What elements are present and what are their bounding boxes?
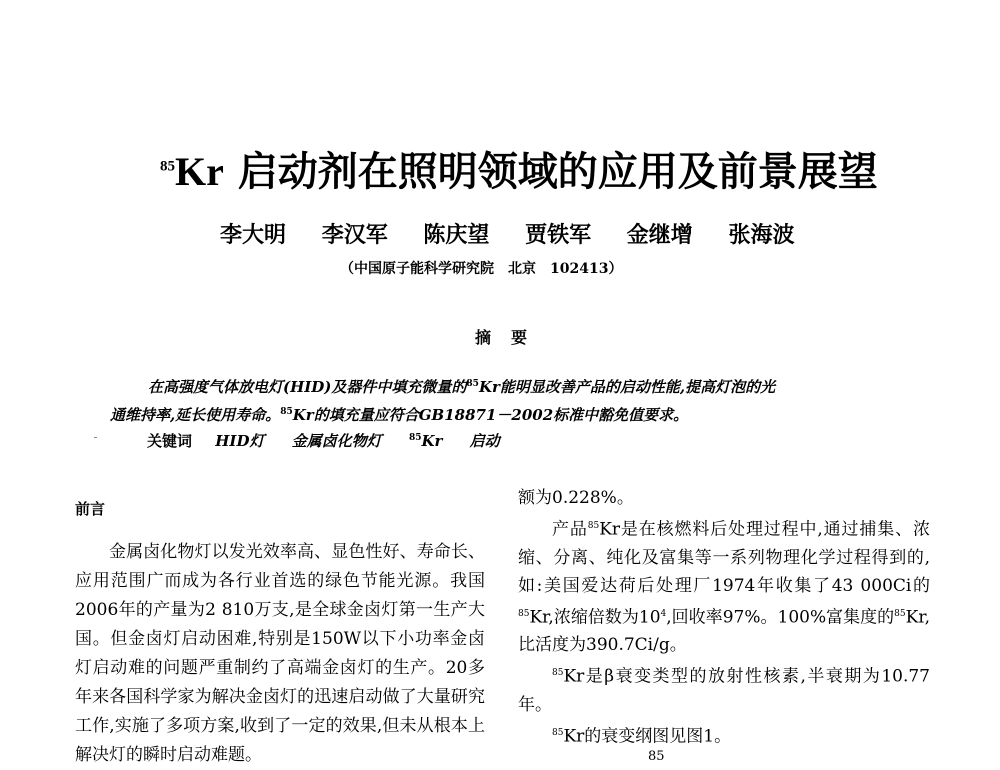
section-heading: 前言 [75, 500, 106, 518]
keyword: $^{85}$Kr [408, 432, 443, 450]
keywords-label: 关键词 [147, 432, 193, 450]
keyword: 金属卤化物灯 [291, 432, 382, 450]
abstract-body [110, 372, 910, 428]
title-element: Kr [175, 149, 224, 194]
paragraph: $^{85}$Kr的衰变纲图见图1。 [552, 726, 732, 747]
page-number: 85 [648, 749, 665, 764]
affiliation: （中国原子能科学研究院 北京 102413） [340, 261, 623, 277]
left-column [75, 538, 485, 770]
paragraph: $^{85}$Kr是β衰变类型的放射性核素,半衰期为10.77年。 [518, 666, 930, 715]
right-column [518, 484, 930, 751]
paper-title [160, 140, 878, 197]
keyword: 启动 [469, 432, 500, 450]
abstract-line: 在高强度气体放电灯(HID)及器件中填充微量的$^{85}$Kr能明显改善产品的启动性能,提高灯泡的光 [148, 378, 776, 396]
author: 李汉军 [321, 222, 388, 248]
keyword: HID灯 [215, 432, 265, 450]
paragraph: 产品$^{85}$Kr是在核燃料后处理过程中,通过捕集、浓缩、分离、纯化及富集等一系列物理化学过程得到的,如:美国爱达荷后处理厂1974年收集了43 000Ci的$^{85}$Kr,浓缩倍数为$10^4$,回收率97%。100%富集度的$^{85}$Kr,比活度为390.7Ci/g。 [518, 519, 930, 656]
keywords [147, 430, 522, 451]
author: 李大明 [220, 222, 287, 248]
title-isotope: 85 [160, 158, 175, 175]
abstract-line: 通维持率,延长使用寿命。$^{85}$Kr的填充量应符合GB18871－2002标准中豁免值要求。 [110, 406, 689, 424]
author-list [220, 218, 822, 249]
paragraph: 额为0.228%。 [518, 488, 634, 508]
author: 贾铁军 [525, 222, 592, 248]
title-text: 启动剂在照明领域的应用及前景展望 [237, 149, 878, 195]
abstract-heading: 摘要 [475, 328, 548, 347]
author: 金继增 [626, 222, 693, 248]
paragraph: 金属卤化物灯以发光效率高、显色性好、寿命长、应用范围广而成为各行业首选的绿色节能光源。我国2006年的产量为2 810万支,是全球金卤灯第一生产大国。但金卤灯启动困难,特别是150W以下小功率金卤灯启动难的问题严重制约了高端金卤灯的生产。20多年来各国科学家为解决金卤灯的迅速启动做了大量研究工作,实施了多项方案,收到了一定的效果,但未从根本上解决灯的瞬时启动难题。 [75, 542, 485, 765]
author: 张海波 [728, 222, 795, 248]
scan-speck [94, 437, 97, 438]
author: 陈庆望 [423, 222, 490, 248]
